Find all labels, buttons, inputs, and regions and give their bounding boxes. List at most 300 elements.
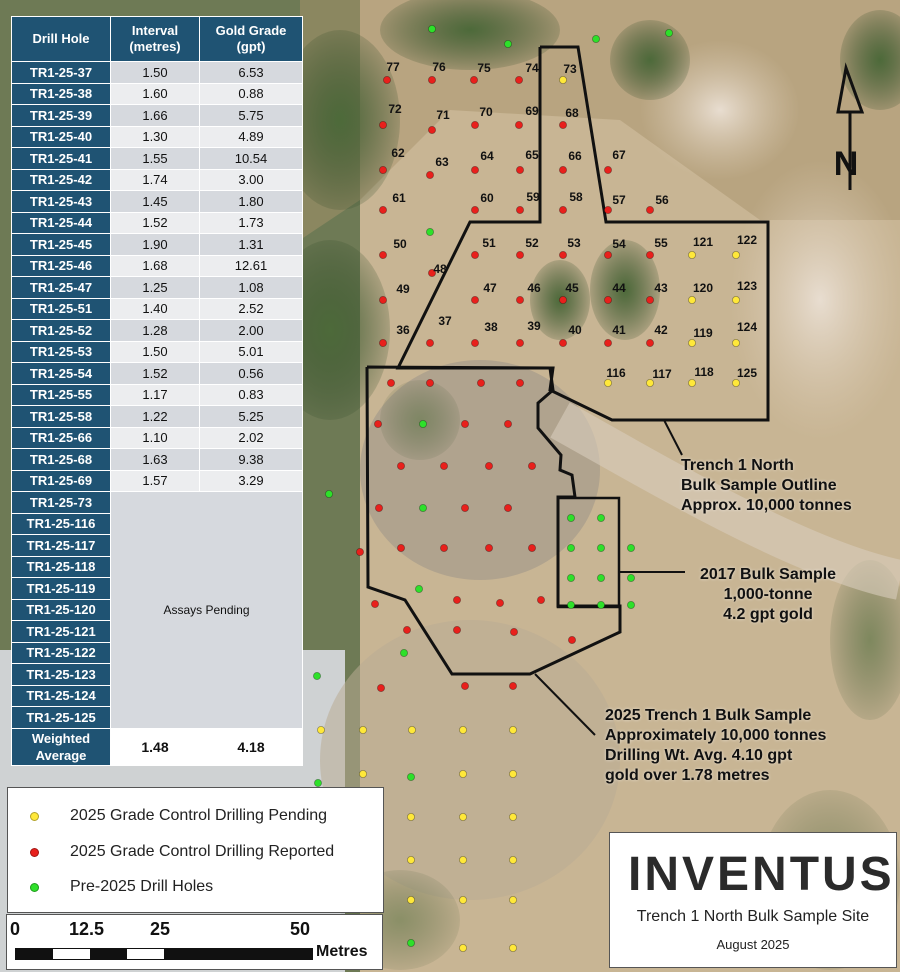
table-row [12,212,303,234]
drill-hole-marker [509,726,516,733]
drill-hole-marker [646,296,653,303]
drill-hole-marker [377,684,384,691]
drill-hole-marker [688,251,695,258]
table-row [12,169,303,191]
drill-hole-marker [496,599,503,606]
interval-cell: 1.55 [111,148,200,170]
annotation-line: gold over 1.78 metres [605,767,770,784]
drill-hole-marker [379,206,386,213]
drill-hole-marker [471,206,478,213]
drill-hole-cell: TR1-25-120 [12,599,111,621]
drill-hole-marker [509,682,516,689]
grade-cell: 1.31 [200,234,303,256]
grade-cell: 6.53 [200,62,303,84]
drill-hole-marker [627,601,634,608]
scale-unit: Metres [316,943,368,960]
drill-hole-marker [627,574,634,581]
drill-hole-cell: TR1-25-73 [12,492,111,514]
drill-hole-marker [646,206,653,213]
drill-hole-marker [504,504,511,511]
table-row [12,427,303,449]
hole-number-label: 49 [396,282,410,296]
drill-hole-marker [732,251,739,258]
drill-hole-marker [428,126,435,133]
hole-number-label: 67 [612,148,626,162]
drill-hole-marker [528,544,535,551]
legend-label: 2025 Grade Control Drilling Reported [70,843,335,860]
hole-number-label: 43 [654,281,668,295]
drill-hole-marker [314,779,321,786]
table-row [12,470,303,492]
drill-hole-marker [426,171,433,178]
hole-number-label: 47 [483,281,497,295]
annotation-line: 2017 Bulk Sample [700,566,837,583]
interval-cell: 1.50 [111,341,200,363]
drill-hole-marker [419,504,426,511]
scale-bar-graphic [15,948,313,960]
drill-hole-marker [732,339,739,346]
table-row [12,320,303,342]
drill-hole-cell: TR1-25-54 [12,363,111,385]
grade-cell: 1.73 [200,212,303,234]
drill-hole-cell: TR1-25-51 [12,298,111,320]
hole-number-label: 61 [392,191,406,205]
grade-cell: 12.61 [200,255,303,277]
interval-cell: 1.17 [111,384,200,406]
drill-hole-marker [419,420,426,427]
interval-cell: 1.52 [111,363,200,385]
drill-hole-marker [407,896,414,903]
drill-hole-marker [515,76,522,83]
annotation-line: Approx. 10,000 tonnes [681,497,852,514]
drill-hole-marker [407,939,414,946]
drill-hole-marker [459,726,466,733]
hole-number-label: 58 [569,190,583,204]
drill-hole-cell: TR1-25-66 [12,427,111,449]
drill-hole-marker [604,296,611,303]
hole-number-label: 50 [393,237,407,251]
hole-number-label: 46 [527,281,541,295]
drill-hole-marker [567,514,574,521]
hole-number-label: 52 [525,236,539,250]
drill-hole-marker [426,379,433,386]
table-row [12,255,303,277]
drill-hole-marker [597,601,604,608]
grade-cell: 4.89 [200,126,303,148]
company-logo: INVENTUS [628,848,895,901]
drill-hole-marker [461,420,468,427]
drill-hole-marker [509,770,516,777]
scale-bar [6,914,383,970]
hole-number-label: 123 [736,279,758,293]
drill-hole-marker [597,514,604,521]
drill-hole-marker [604,339,611,346]
drill-hole-marker [383,76,390,83]
hole-number-label: 116 [606,366,626,380]
hole-number-label: 37 [438,314,452,328]
table-row [12,105,303,127]
drill-hole-marker [592,35,599,42]
hole-number-label: 65 [525,148,539,162]
drill-hole-cell: TR1-25-37 [12,62,111,84]
drill-hole-cell: TR1-25-44 [12,212,111,234]
drill-hole-cell: TR1-25-47 [12,277,111,299]
hole-number-label: 119 [693,326,713,340]
hole-number-label: 55 [654,236,668,250]
grade-cell: 1.08 [200,277,303,299]
hole-number-label: 76 [432,60,446,74]
interval-cell: 1.30 [111,126,200,148]
drill-hole-marker [477,379,484,386]
drill-hole-marker [516,166,523,173]
hole-number-label: 125 [736,366,758,380]
grade-cell: 3.00 [200,169,303,191]
drill-hole-marker [516,339,523,346]
drill-hole-marker [359,770,366,777]
hole-number-label: 63 [435,155,449,169]
drill-hole-marker [688,296,695,303]
interval-cell: 1.90 [111,234,200,256]
drill-hole-marker [604,166,611,173]
hole-number-label: 48 [433,262,447,276]
drill-hole-marker [485,544,492,551]
table-row [12,126,303,148]
drill-hole-cell: TR1-25-121 [12,621,111,643]
red-dot-icon [30,848,39,857]
drill-hole-marker [453,626,460,633]
drill-hole-cell: TR1-25-123 [12,664,111,686]
hole-number-label: 71 [436,108,450,122]
yellow-dot-icon [30,812,39,821]
legend-label: Pre-2025 Drill Holes [70,878,214,895]
grade-cell: 2.00 [200,320,303,342]
hole-number-label: 121 [692,235,714,249]
hole-number-label: 68 [565,106,579,120]
grade-cell: 10.54 [200,148,303,170]
table-row [12,83,303,105]
drill-hole-marker [509,856,516,863]
drill-hole-marker [428,25,435,32]
annotation-trench1-north [681,456,852,516]
hole-number-label: 72 [388,102,402,116]
annotation-bulk-2017 [700,565,836,625]
hole-number-label: 122 [736,233,758,247]
drill-hole-marker [597,544,604,551]
grade-cell: 0.88 [200,83,303,105]
interval-cell: 1.60 [111,83,200,105]
drill-hole-marker [379,296,386,303]
annotation-line: Bulk Sample Outline [681,477,837,494]
table-row [12,148,303,170]
table-row [12,191,303,213]
column-header-interval: Interval (metres) [111,17,200,62]
table-row [12,234,303,256]
hole-number-label: 118 [694,365,714,379]
drill-hole-marker [509,896,516,903]
drill-hole-cell: TR1-25-119 [12,578,111,600]
hole-number-label: 41 [612,323,626,337]
drill-hole-marker [604,251,611,258]
drill-hole-cell: TR1-25-39 [12,105,111,127]
drill-hole-cell: TR1-25-68 [12,449,111,471]
drill-hole-marker [400,649,407,656]
drill-hole-marker [559,296,566,303]
interval-cell: 1.63 [111,449,200,471]
interval-cell: 1.52 [111,212,200,234]
drill-hole-marker [379,339,386,346]
interval-cell: 1.68 [111,255,200,277]
column-header-drill-hole: Drill Hole [12,17,111,62]
hole-number-label: 124 [736,320,758,334]
north-label: N [833,145,859,183]
drill-hole-marker [415,585,422,592]
drill-hole-marker [471,339,478,346]
drill-hole-marker [516,206,523,213]
title-block [609,832,897,968]
drill-hole-marker [567,544,574,551]
hole-number-label: 69 [525,104,539,118]
annotation-line: Approximately 10,000 tonnes [605,727,827,744]
hole-number-label: 64 [480,149,494,163]
drill-hole-marker [510,628,517,635]
scale-tick-label: 50 [290,919,311,939]
drill-hole-cell: TR1-25-117 [12,535,111,557]
hole-number-label: 77 [386,60,400,74]
drill-hole-marker [379,166,386,173]
drill-hole-marker [453,596,460,603]
drill-hole-cell: TR1-25-116 [12,513,111,535]
grade-cell: 5.01 [200,341,303,363]
drill-hole-marker [471,166,478,173]
drill-hole-cell: TR1-25-125 [12,707,111,729]
drill-hole-marker [567,601,574,608]
weighted-average-label: Weighted Average [12,728,111,765]
drill-hole-marker [509,944,516,951]
drill-hole-cell: TR1-25-46 [12,255,111,277]
interval-cell: 1.28 [111,320,200,342]
drill-hole-cell: TR1-25-43 [12,191,111,213]
annotation-line: Trench 1 North [681,457,794,474]
drill-hole-marker [325,490,332,497]
table-row [12,277,303,299]
drill-hole-cell: TR1-25-38 [12,83,111,105]
drill-hole-marker [313,672,320,679]
interval-cell: 1.45 [111,191,200,213]
table-row [12,62,303,84]
hole-number-label: 42 [654,323,668,337]
drill-hole-marker [428,76,435,83]
drill-hole-marker [371,600,378,607]
interval-cell: 1.25 [111,277,200,299]
drill-hole-cell: TR1-25-52 [12,320,111,342]
hole-number-label: 117 [652,367,672,381]
drill-hole-cell: TR1-25-122 [12,642,111,664]
hole-number-label: 51 [482,236,496,250]
drill-hole-cell: TR1-25-42 [12,169,111,191]
drill-hole-marker [426,228,433,235]
drill-hole-marker [567,574,574,581]
drill-hole-marker [559,121,566,128]
drill-hole-marker [317,726,324,733]
grade-cell: 0.56 [200,363,303,385]
drill-hole-cell: TR1-25-118 [12,556,111,578]
green-dot-icon [30,883,39,892]
drill-hole-cell: TR1-25-58 [12,406,111,428]
drill-hole-marker [408,726,415,733]
grade-cell: 1.80 [200,191,303,213]
table-row [12,384,303,406]
hole-number-label: 62 [391,146,405,160]
grade-cell: 5.25 [200,406,303,428]
hole-number-label: 57 [612,193,626,207]
hole-number-label: 40 [568,323,582,337]
interval-cell: 1.40 [111,298,200,320]
hole-number-label: 73 [563,62,577,76]
interval-cell: 1.50 [111,62,200,84]
drill-hole-marker [504,420,511,427]
drill-hole-cell: TR1-25-45 [12,234,111,256]
scale-tick-label: 25 [150,919,171,939]
drill-hole-marker [459,896,466,903]
assay-table [11,16,303,766]
annotation-line: Drilling Wt. Avg. 4.10 gpt [605,747,793,764]
drill-hole-marker [403,626,410,633]
drill-hole-marker [379,121,386,128]
interval-cell: 1.10 [111,427,200,449]
drill-hole-marker [604,206,611,213]
hole-number-label: 66 [568,149,582,163]
hole-number-label: 39 [527,319,541,333]
hole-number-label: 59 [526,190,540,204]
drill-hole-marker [688,379,695,386]
drill-hole-marker [426,339,433,346]
legend-label: 2025 Grade Control Drilling Pending [70,807,328,824]
drill-hole-marker [732,296,739,303]
drill-hole-marker [537,596,544,603]
drill-hole-marker [397,544,404,551]
drill-hole-marker [688,339,695,346]
drill-hole-cell: TR1-25-40 [12,126,111,148]
drill-hole-marker [471,296,478,303]
grade-cell: 5.75 [200,105,303,127]
annotation-line: 1,000-tonne [723,586,813,603]
drill-hole-marker [397,462,404,469]
legend [7,787,384,913]
hole-number-label: 38 [484,320,498,334]
hole-number-label: 120 [692,281,714,295]
drill-hole-marker [440,462,447,469]
table-row [12,341,303,363]
drill-hole-marker [627,544,634,551]
drill-hole-cell: TR1-25-55 [12,384,111,406]
drill-hole-marker [379,251,386,258]
annotation-line: 2025 Trench 1 Bulk Sample [605,707,812,724]
table-row [12,406,303,428]
drill-hole-marker [374,420,381,427]
table-header-row [12,17,303,62]
hole-number-label: 60 [480,191,494,205]
average-interval-cell: 1.48 [111,728,200,765]
drill-hole-marker [516,296,523,303]
scale-tick-label: 12.5 [69,919,105,939]
drill-hole-marker [559,76,566,83]
column-header-gold-grade: Gold Grade (gpt) [200,17,303,62]
hole-number-label: 44 [612,281,626,295]
grade-cell: 9.38 [200,449,303,471]
drill-hole-marker [459,856,466,863]
drill-hole-marker [359,726,366,733]
drill-hole-marker [440,544,447,551]
drill-hole-marker [604,379,611,386]
weighted-average-row [12,728,303,765]
drill-hole-marker [375,504,382,511]
drill-hole-marker [559,339,566,346]
drill-hole-marker [387,379,394,386]
drill-hole-marker [646,339,653,346]
drill-hole-marker [568,636,575,643]
drill-hole-marker [516,251,523,258]
drill-hole-marker [559,206,566,213]
interval-cell: 1.74 [111,169,200,191]
map-date: August 2025 [716,937,790,952]
interval-cell: 1.66 [111,105,200,127]
assays-pending-cell: Assays Pending [111,492,303,729]
hole-number-label: 53 [567,236,581,250]
drill-hole-marker [356,548,363,555]
grade-cell: 2.52 [200,298,303,320]
table-row [12,298,303,320]
drill-hole-marker [407,813,414,820]
hole-number-label: 45 [565,281,579,295]
grade-cell: 2.02 [200,427,303,449]
drill-hole-cell: TR1-25-124 [12,685,111,707]
drill-hole-marker [461,682,468,689]
drill-hole-marker [515,121,522,128]
annotation-trench-2025 [605,706,826,786]
drill-hole-marker [471,121,478,128]
table-row [12,492,303,514]
drill-hole-marker [407,856,414,863]
drill-hole-marker [471,251,478,258]
drill-hole-cell: TR1-25-41 [12,148,111,170]
drill-hole-marker [407,773,414,780]
drill-hole-marker [459,944,466,951]
drill-hole-marker [485,462,492,469]
hole-number-label: 70 [479,105,493,119]
table-row [12,449,303,471]
scale-tick-label: 0 [10,919,21,939]
drill-hole-cell: TR1-25-53 [12,341,111,363]
drill-hole-marker [504,40,511,47]
drill-hole-marker [516,379,523,386]
drill-hole-marker [459,813,466,820]
annotation-line: 4.2 gpt gold [723,606,813,623]
hole-number-label: 54 [612,237,626,251]
drill-hole-cell: TR1-25-69 [12,470,111,492]
drill-hole-marker [732,379,739,386]
drill-hole-marker [646,251,653,258]
hole-number-label: 56 [655,193,669,207]
hole-number-label: 74 [525,61,539,75]
grade-cell: 3.29 [200,470,303,492]
drill-hole-marker [597,574,604,581]
drill-hole-marker [459,770,466,777]
drill-hole-marker [665,29,672,36]
grade-cell: 0.83 [200,384,303,406]
hole-number-label: 75 [477,61,491,75]
drill-hole-marker [559,166,566,173]
table-row [12,363,303,385]
